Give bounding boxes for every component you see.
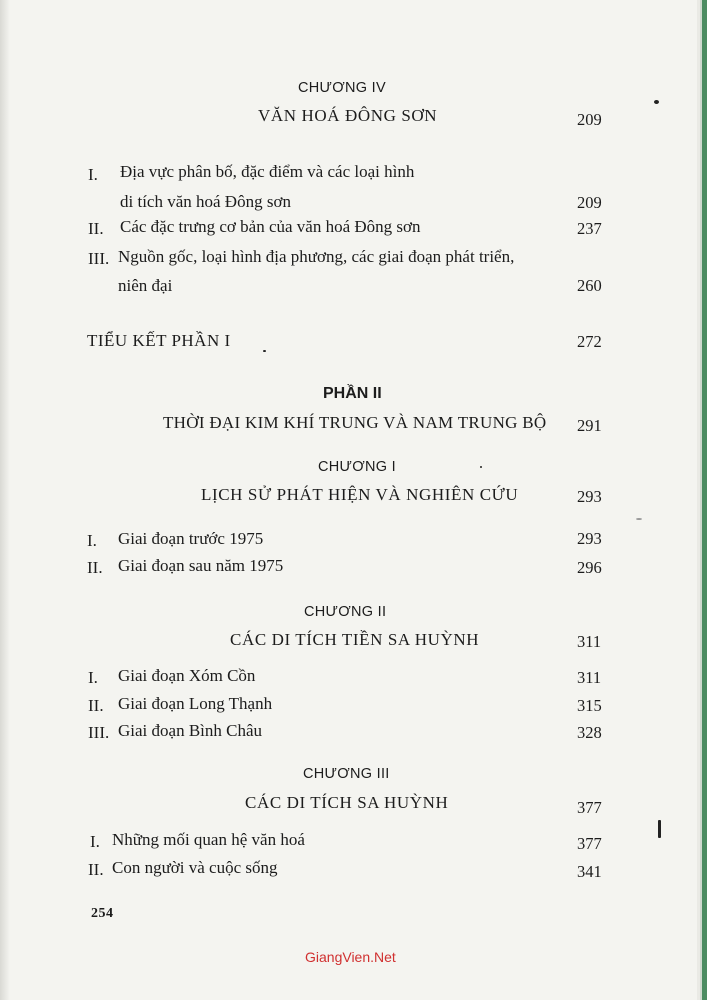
toc-item-page: 260 bbox=[577, 276, 602, 295]
toc-item-page: 237 bbox=[577, 219, 602, 238]
toc-item-text: Giai đoạn Bình Châu bbox=[118, 721, 263, 740]
toc-item-page: 328 bbox=[577, 723, 602, 742]
toc-item-text: Con người và cuộc sống bbox=[112, 858, 278, 877]
toc-item-text-cont: di tích văn hoá Đông sơn bbox=[120, 192, 291, 211]
toc-item-text: Các đặc trưng cơ bản của văn hoá Đông sơn bbox=[120, 217, 421, 236]
toc-item-page: 315 bbox=[577, 696, 602, 715]
summary-heading: TIỂU KẾT PHẦN I bbox=[87, 331, 231, 350]
chapter-iv-page: 209 bbox=[577, 110, 602, 129]
toc-item-num: II. bbox=[88, 860, 104, 879]
scan-speck bbox=[480, 466, 482, 468]
toc-item-text: Giai đoạn trước 1975 bbox=[118, 529, 264, 548]
part-ii-label: PHẦN II bbox=[323, 385, 382, 402]
scan-speck bbox=[263, 350, 266, 352]
toc-item-page: 296 bbox=[577, 558, 602, 577]
toc-item-num: II. bbox=[88, 696, 104, 715]
toc-item-page: 293 bbox=[577, 529, 602, 548]
toc-item-page: 377 bbox=[577, 834, 602, 853]
toc-item-num: I. bbox=[87, 531, 97, 550]
chapter-i-title: LỊCH SỬ PHÁT HIỆN VÀ NGHIÊN CỨU bbox=[201, 485, 519, 504]
toc-item-page: 311 bbox=[577, 668, 602, 687]
toc-item-text: Địa vực phân bố, đặc điểm và các loại hình bbox=[120, 162, 415, 181]
chapter-ii-page: 311 bbox=[577, 632, 602, 651]
chapter-ii-title: CÁC DI TÍCH TIỀN SA HUỲNH bbox=[230, 630, 480, 649]
scan-speck bbox=[654, 100, 659, 104]
toc-item-num: III. bbox=[88, 249, 110, 268]
toc-item-text-cont: niên đại bbox=[118, 276, 173, 295]
toc-item-page: 341 bbox=[577, 862, 602, 881]
book-spine-edge bbox=[697, 0, 707, 1000]
chapter-iii-title: CÁC DI TÍCH SA HUỲNH bbox=[245, 793, 449, 812]
toc-item-num: I. bbox=[90, 832, 100, 851]
toc-item-page: 209 bbox=[577, 193, 602, 212]
watermark: GiangVien.Net bbox=[305, 949, 396, 965]
toc-item-text: Giai đoạn Long Thạnh bbox=[118, 694, 273, 713]
toc-item-text: Giai đoạn sau năm 1975 bbox=[118, 556, 284, 575]
toc-item-num: I. bbox=[88, 165, 98, 184]
toc-item-num: II. bbox=[87, 558, 103, 577]
chapter-iv-title: VĂN HOÁ ĐÔNG SƠN bbox=[258, 106, 438, 125]
scan-speck bbox=[658, 820, 661, 838]
toc-item-text: Giai đoạn Xóm Cồn bbox=[118, 666, 256, 685]
chapter-i-page: 293 bbox=[577, 487, 602, 506]
part-ii-page: 291 bbox=[577, 416, 602, 435]
chapter-iv-label: CHƯƠNG IV bbox=[298, 80, 386, 96]
toc-item-text: Nguồn gốc, loại hình địa phương, các giai đoạn phát triển, bbox=[118, 247, 515, 266]
page-left-edge bbox=[0, 0, 10, 1000]
chapter-iii-label: CHƯƠNG III bbox=[303, 766, 390, 782]
chapter-iii-page: 377 bbox=[577, 798, 602, 817]
toc-item-text: Những mối quan hệ văn hoá bbox=[112, 830, 305, 849]
part-ii-title: THỜI ĐẠI KIM KHÍ TRUNG VÀ NAM TRUNG BỘ bbox=[163, 413, 547, 432]
chapter-i-label: CHƯƠNG I bbox=[318, 459, 396, 475]
page-number: 254 bbox=[91, 906, 114, 921]
toc-item-num: I. bbox=[88, 668, 98, 687]
toc-item-num: III. bbox=[88, 723, 110, 742]
summary-page: 272 bbox=[577, 332, 602, 351]
toc-item-num: II. bbox=[88, 219, 104, 238]
scan-speck bbox=[636, 518, 642, 520]
chapter-ii-label: CHƯƠNG II bbox=[304, 604, 387, 620]
